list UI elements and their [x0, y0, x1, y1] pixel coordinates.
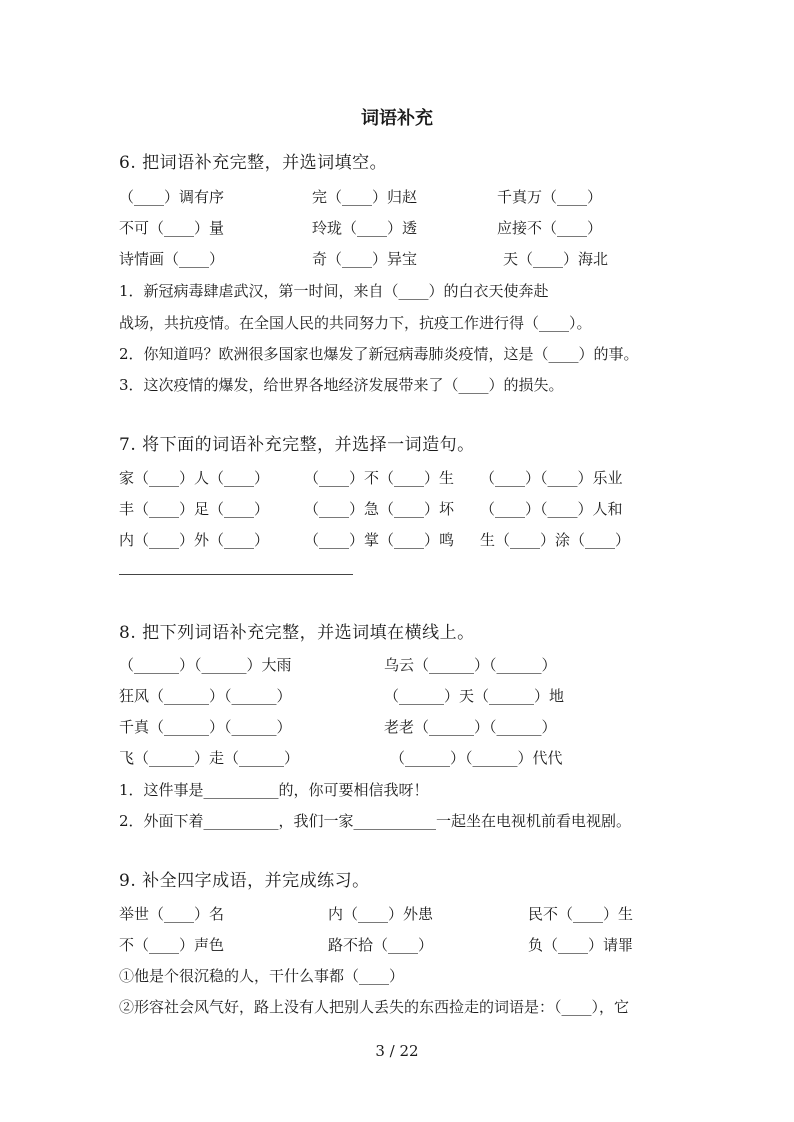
- question-7-heading: 7. 将下面的词语补充完整，并选择一词造句。: [119, 435, 475, 455]
- q6-word: 天（____）海北: [503, 250, 609, 268]
- page-number: 3 / 22: [375, 1042, 419, 1060]
- q6-word: 千真万（____）: [497, 188, 603, 206]
- q9-word: 民不（____）生: [528, 905, 634, 923]
- q8-word: 老老（______）（______）: [384, 718, 557, 736]
- q7-answer-line: [119, 574, 353, 575]
- q8-word: （______）（______）代代: [390, 749, 563, 767]
- q6-word: 完（____）归赵: [312, 188, 418, 206]
- q9-sentence: ②形容社会风气好，路上没有人把别人丢失的东西捡走的词语是：（____），它: [119, 998, 630, 1016]
- q6-word: 诗情画（____）: [119, 250, 225, 268]
- question-6-heading: 6. 把词语补充完整，并选词填空。: [119, 153, 388, 173]
- q8-sentence: 1．这件事是__________的，你可要相信我呀！: [119, 781, 429, 799]
- q6-sentence: 战场，共抗疫情。在全国人民的共同努力下，抗疫工作进行得（____）。: [119, 314, 592, 332]
- q6-word: （____）调有序: [119, 188, 225, 206]
- q9-word: 路不拾（____）: [328, 936, 434, 954]
- q8-word: 乌云（______）（______）: [384, 656, 557, 674]
- q6-word: 玲珑（____）透: [312, 219, 418, 237]
- q6-word: 奇（____）异宝: [312, 250, 418, 268]
- page-title: 词语补充: [361, 108, 433, 129]
- q7-word: （____）急（____）坏: [304, 500, 455, 518]
- q8-word: 飞（______）走（______）: [119, 749, 300, 767]
- q8-word: 千真（______）（______）: [119, 718, 292, 736]
- q7-word: 家（____）人（____）: [119, 469, 270, 487]
- q7-word: 内（____）外（____）: [119, 531, 270, 549]
- question-8-heading: 8. 把下列词语补充完整，并选词填在横线上。: [119, 623, 475, 643]
- q9-word: 负（____）请罪: [528, 936, 634, 954]
- q8-word: （______）天（______）地: [384, 687, 565, 705]
- q6-sentence: 3．这次疫情的爆发，给世界各地经济发展带来了（____）的损失。: [119, 376, 564, 394]
- q8-sentence: 2．外面下着__________，我们一家___________一起坐在电视机前看电视剧。: [119, 812, 632, 830]
- q6-sentence: 2．你知道吗？欧洲很多国家也爆发了新冠病毒肺炎疫情，这是（____）的事。: [119, 345, 639, 363]
- question-9-heading: 9. 补全四字成语，并完成练习。: [119, 871, 370, 891]
- q9-word: 内（____）外患: [328, 905, 434, 923]
- q6-word: 应接不（____）: [497, 219, 603, 237]
- q8-word: 狂风（______）（______）: [119, 687, 292, 705]
- q7-word: 生（____）涂（____）: [480, 531, 631, 549]
- q9-sentence: ①他是个很沉稳的人，干什么事都（____）: [119, 967, 405, 985]
- q7-word: （____）掌（____）鸣: [304, 531, 455, 549]
- q7-word: （____）（____）人和: [480, 500, 623, 518]
- q7-word: （____）（____）乐业: [480, 469, 623, 487]
- q7-word: （____）不（____）生: [304, 469, 455, 487]
- q9-word: 举世（____）名: [119, 905, 225, 923]
- q8-word: （______）（______）大雨: [119, 656, 292, 674]
- q6-word: 不可（____）量: [119, 219, 225, 237]
- q6-sentence: 1．新冠病毒肆虐武汉，第一时间，来自（____）的白衣天使奔赴: [119, 282, 549, 300]
- q9-word: 不（____）声色: [119, 936, 225, 954]
- q7-word: 丰（____）足（____）: [119, 500, 270, 518]
